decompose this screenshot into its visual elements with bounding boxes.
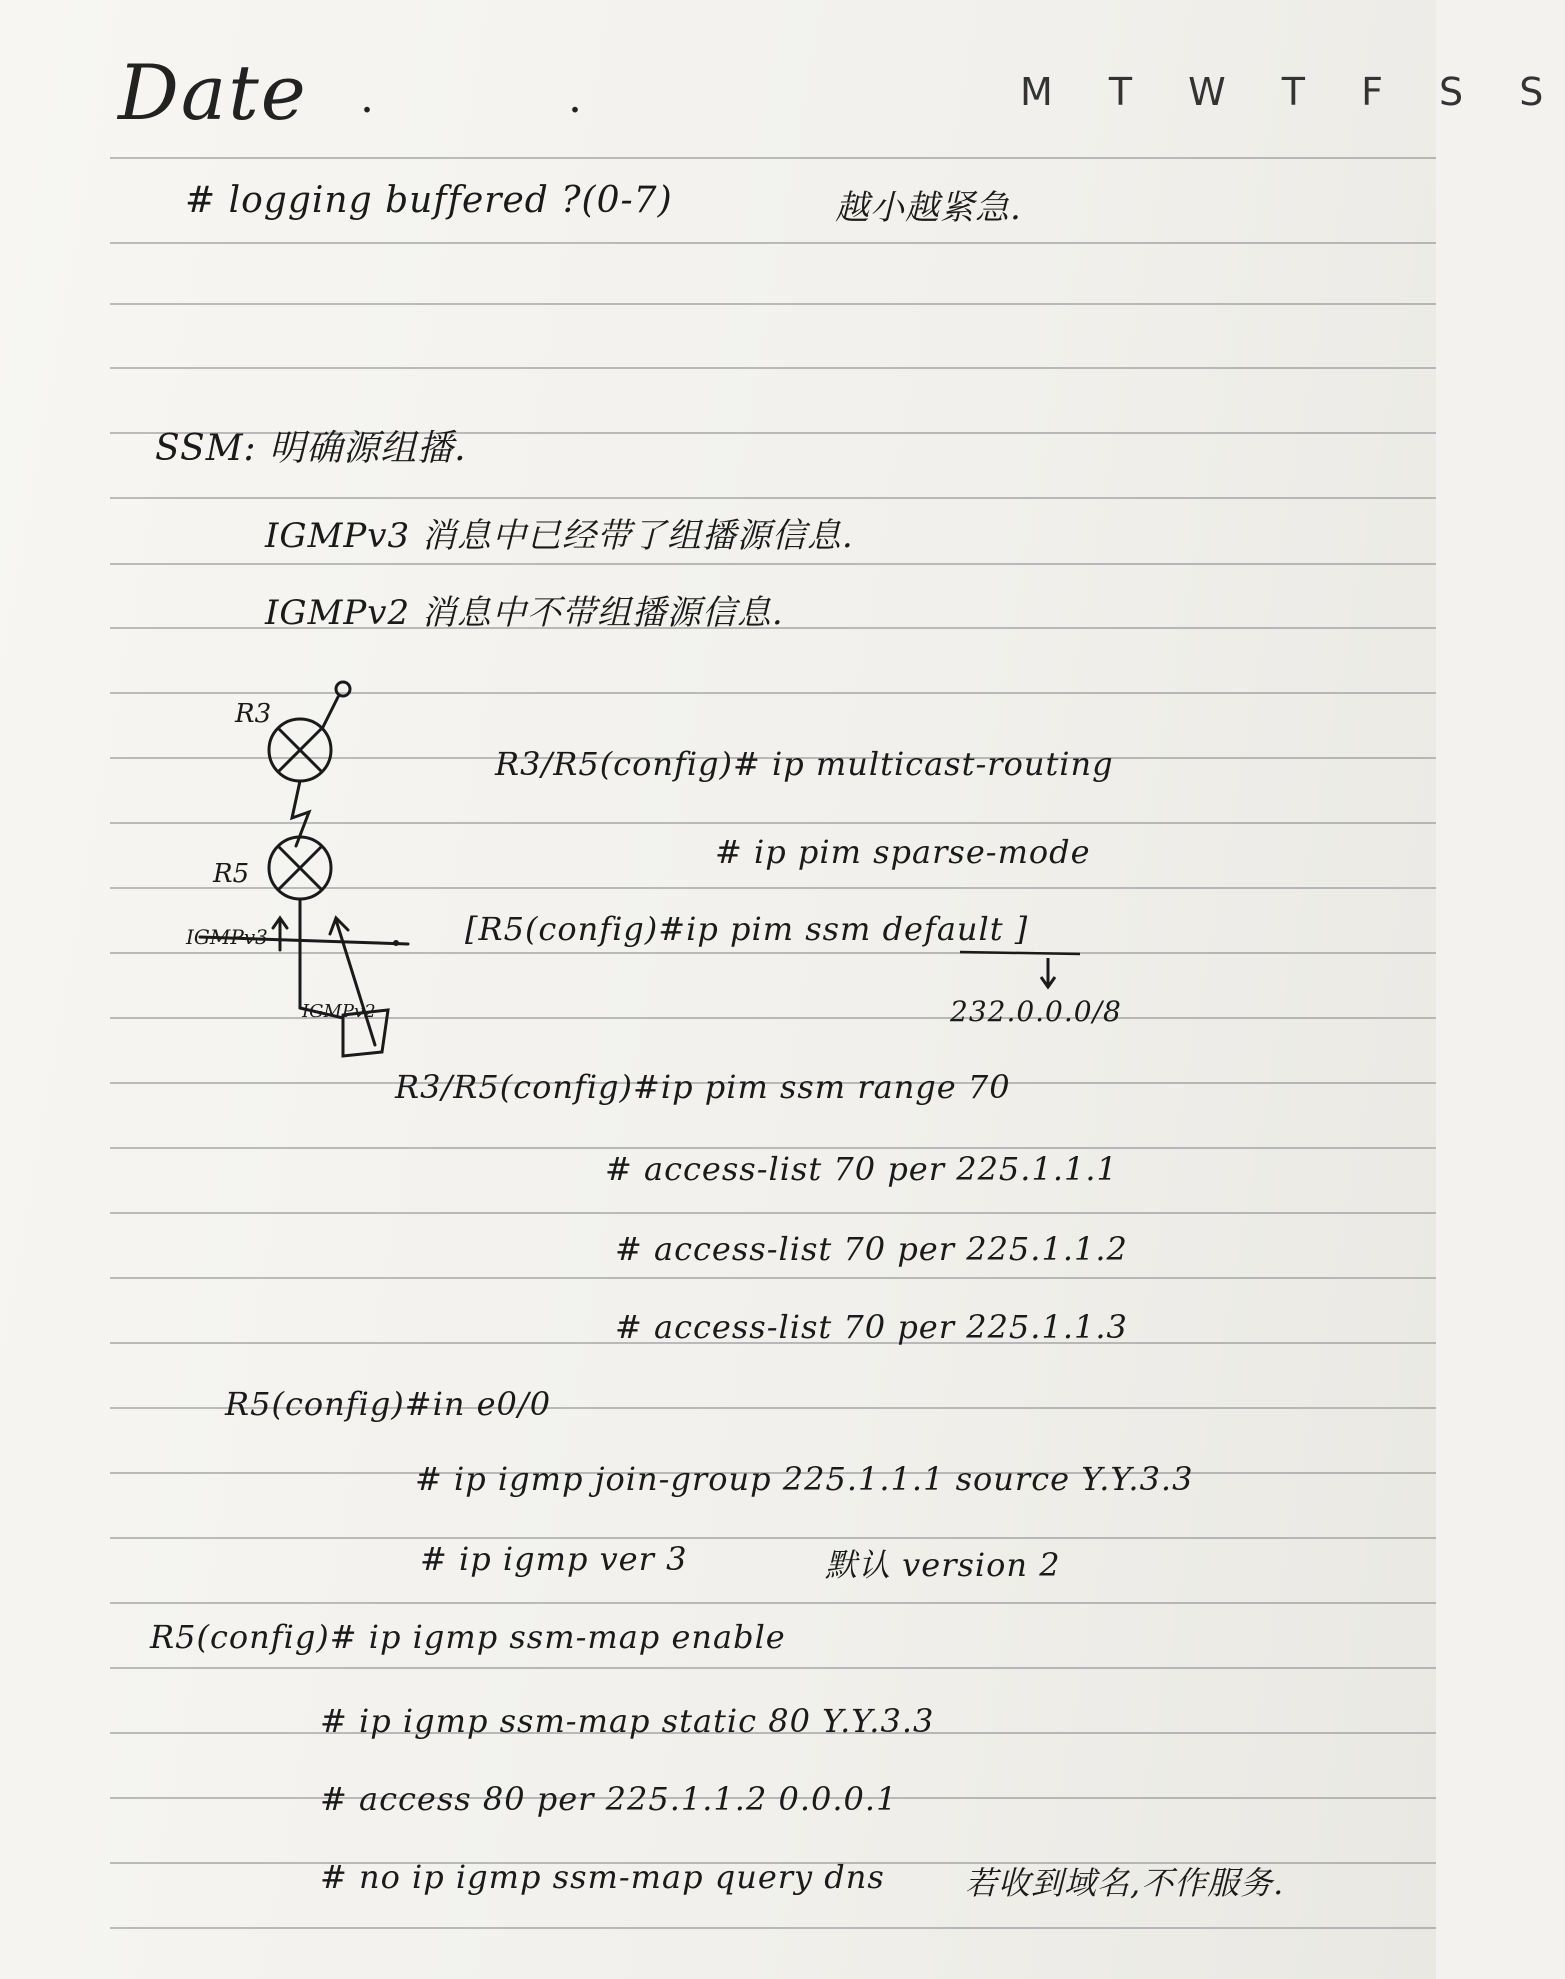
- igmpv2-label: IGMPv2: [302, 1001, 376, 1022]
- ssm-map-enable-cmd: R5(config)# ip igmp ssm-map enable: [150, 1618, 786, 1656]
- interface-cmd: R5(config)#in e0/0: [225, 1385, 552, 1423]
- igmpv3-note: IGMPv3 消息中已经带了组播源信息.: [265, 516, 854, 556]
- multicast-routing-cmd: R3/R5(config)# ip multicast-routing: [495, 745, 1114, 783]
- default-range: 232.0.0.0/8: [950, 995, 1122, 1028]
- date-label: Date: [118, 48, 308, 137]
- igmpv2-note: IGMPv2 消息中不带组播源信息.: [265, 593, 784, 633]
- date-dots: . .: [360, 72, 672, 123]
- access-list-line-1: # access-list 70 per 225.1.1.1: [605, 1150, 1118, 1188]
- r5-label: R5: [213, 859, 250, 889]
- default-underline: [960, 952, 1080, 954]
- access-80-cmd: # access 80 per 225.1.1.2 0.0.0.1: [320, 1780, 898, 1818]
- pim-ssm-default-cmd: [R5(config)#ip pim ssm default ]: [465, 910, 1029, 948]
- igmp-ver-cmd: # ip igmp ver 3: [420, 1540, 688, 1578]
- ssm-map-static-cmd: # ip igmp ssm-map static 80 Y.Y.3.3: [320, 1702, 935, 1740]
- logging-command: # logging buffered ?(0-7): [185, 180, 673, 221]
- join-group-cmd: # ip igmp join-group 225.1.1.1 source Y.Y.3.3: [415, 1460, 1194, 1498]
- igmp-ver-note: 默认 version 2: [825, 1546, 1061, 1584]
- arrow-down-icon: [1041, 958, 1055, 987]
- weekday-letters: M T W T F S S: [1020, 70, 1565, 114]
- access-list-line-2: # access-list 70 per 225.1.1.2: [615, 1230, 1128, 1268]
- igmpv3-label: IGMPv3: [186, 925, 268, 949]
- dot-mark: [393, 940, 399, 946]
- r3-label: R3: [235, 699, 272, 729]
- no-query-note: 若收到域名,不作服务.: [965, 1864, 1285, 1902]
- no-query-dns-cmd: # no ip igmp ssm-map query dns: [320, 1858, 885, 1896]
- ssm-title: SSM: 明确源组播.: [155, 428, 467, 469]
- access-list-line-3: # access-list 70 per 225.1.1.3: [615, 1308, 1128, 1346]
- pim-ssm-range-cmd: R3/R5(config)#ip pim ssm range 70: [395, 1068, 1011, 1106]
- pim-sparse-cmd: # ip pim sparse-mode: [715, 833, 1091, 871]
- logging-note: 越小越紧急.: [835, 188, 1022, 228]
